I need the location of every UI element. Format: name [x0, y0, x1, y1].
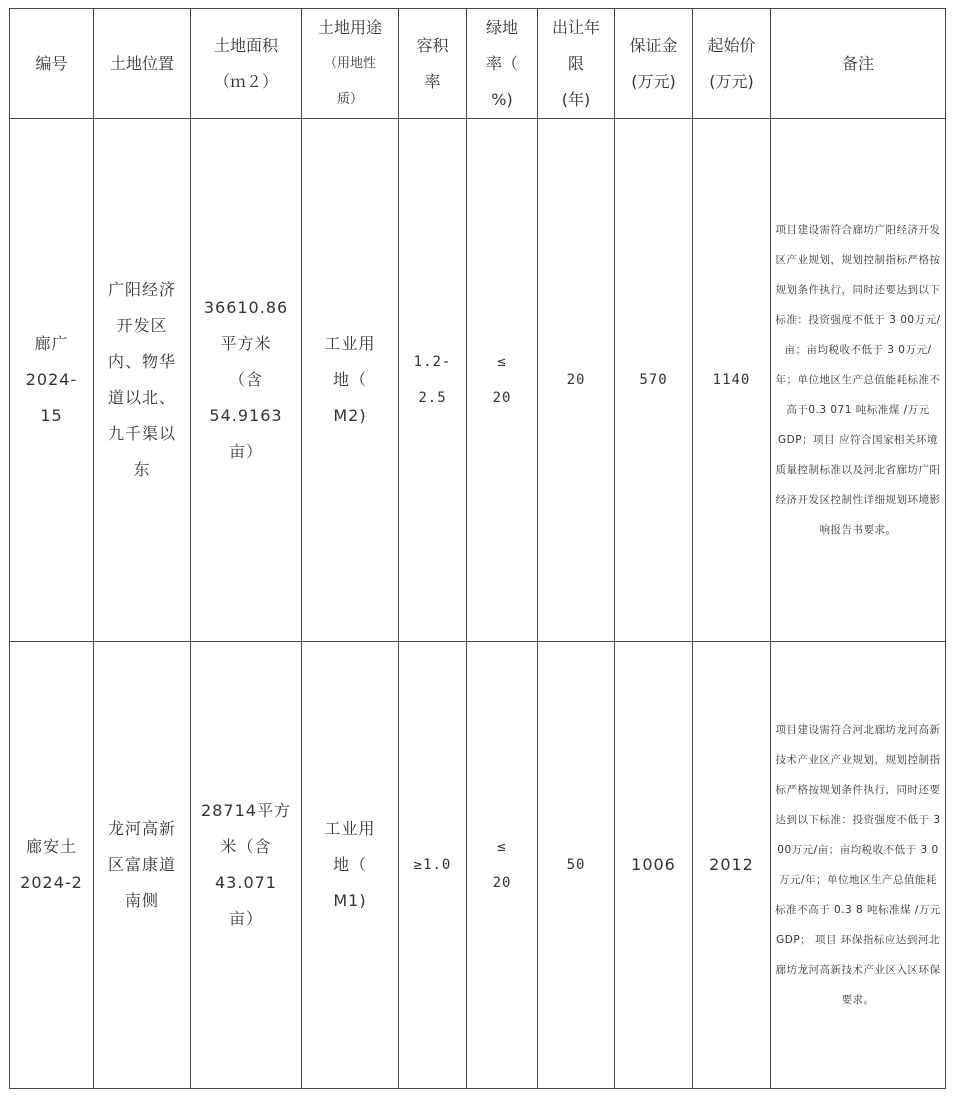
header-row: [10, 9, 946, 119]
cell-use: 工业用 地（ M1): [302, 642, 399, 1089]
cell-price: 2012: [693, 642, 771, 1089]
cell-id: 廊广 2024- 15: [10, 119, 94, 642]
header-price: 起始价 (万元): [693, 9, 771, 119]
cell-green: ≤ 20: [467, 642, 538, 1089]
header-id: 编号: [10, 9, 94, 119]
header-deposit: 保证金 (万元): [615, 9, 693, 119]
header-note: 备注: [771, 9, 946, 119]
cell-term: 20: [538, 119, 615, 642]
land-auction-table: [9, 8, 946, 1089]
cell-note: 项目建设需符合河北廊坊龙河高新技术产业区产业规划，规划控制指标严格按规划条件执行，同时还要达到以下标准：投资强度不低于 3 00万元/亩；亩均税收不低于 3 0万元/年；单位地区生产总值能耗标准不高于 0.3 8 吨标准煤 /万元GDP； 项目 环保指标应达到河北廊坊龙河高新技术产业区入区环保要求。: [771, 642, 946, 1089]
cell-far: 1.2- 2.5: [399, 119, 467, 642]
cell-id: 廊安土 2024-2: [10, 642, 94, 1089]
header-green: 绿地 率（ %): [467, 9, 538, 119]
cell-term: 50: [538, 642, 615, 1089]
cell-deposit: 570: [615, 119, 693, 642]
cell-area: 36610.86 平方米 （含 54.9163 亩）: [191, 119, 302, 642]
header-use: 土地用途 （用地性 质）: [302, 9, 399, 119]
header-location: 土地位置: [94, 9, 191, 119]
header-far: 容积 率: [399, 9, 467, 119]
cell-note: 项目建设需符合廊坊广阳经济开发区产业规划，规划控制指标严格按规划条件执行，同时还要达到以下标准：投资强度不低于 3 00万元/亩；亩均税收不低于 3 0万元/年；单位地区生产总值能耗标准不高于0.3 071 吨标准煤 /万元GDP；项目 应符合国家相关环境质量控制标准以及河北省廊坊广阳经济开发区控制性详细规划环境影响报告书要求。: [771, 119, 946, 642]
table-row: [10, 642, 946, 1089]
cell-deposit: 1006: [615, 642, 693, 1089]
cell-green: ≤ 20: [467, 119, 538, 642]
header-area: 土地面积 （ｍ２）: [191, 9, 302, 119]
cell-far: ≥1.0: [399, 642, 467, 1089]
cell-price: 1140: [693, 119, 771, 642]
cell-location: 龙河高新 区富康道 南侧: [94, 642, 191, 1089]
cell-location: 广阳经济 开发区 内、物华 道以北、 九千渠以 东: [94, 119, 191, 642]
cell-use: 工业用 地（ M2): [302, 119, 399, 642]
cell-area: 28714平方 米（含 43.071 亩）: [191, 642, 302, 1089]
table-row: [10, 119, 946, 642]
header-term: 出让年 限 (年): [538, 9, 615, 119]
